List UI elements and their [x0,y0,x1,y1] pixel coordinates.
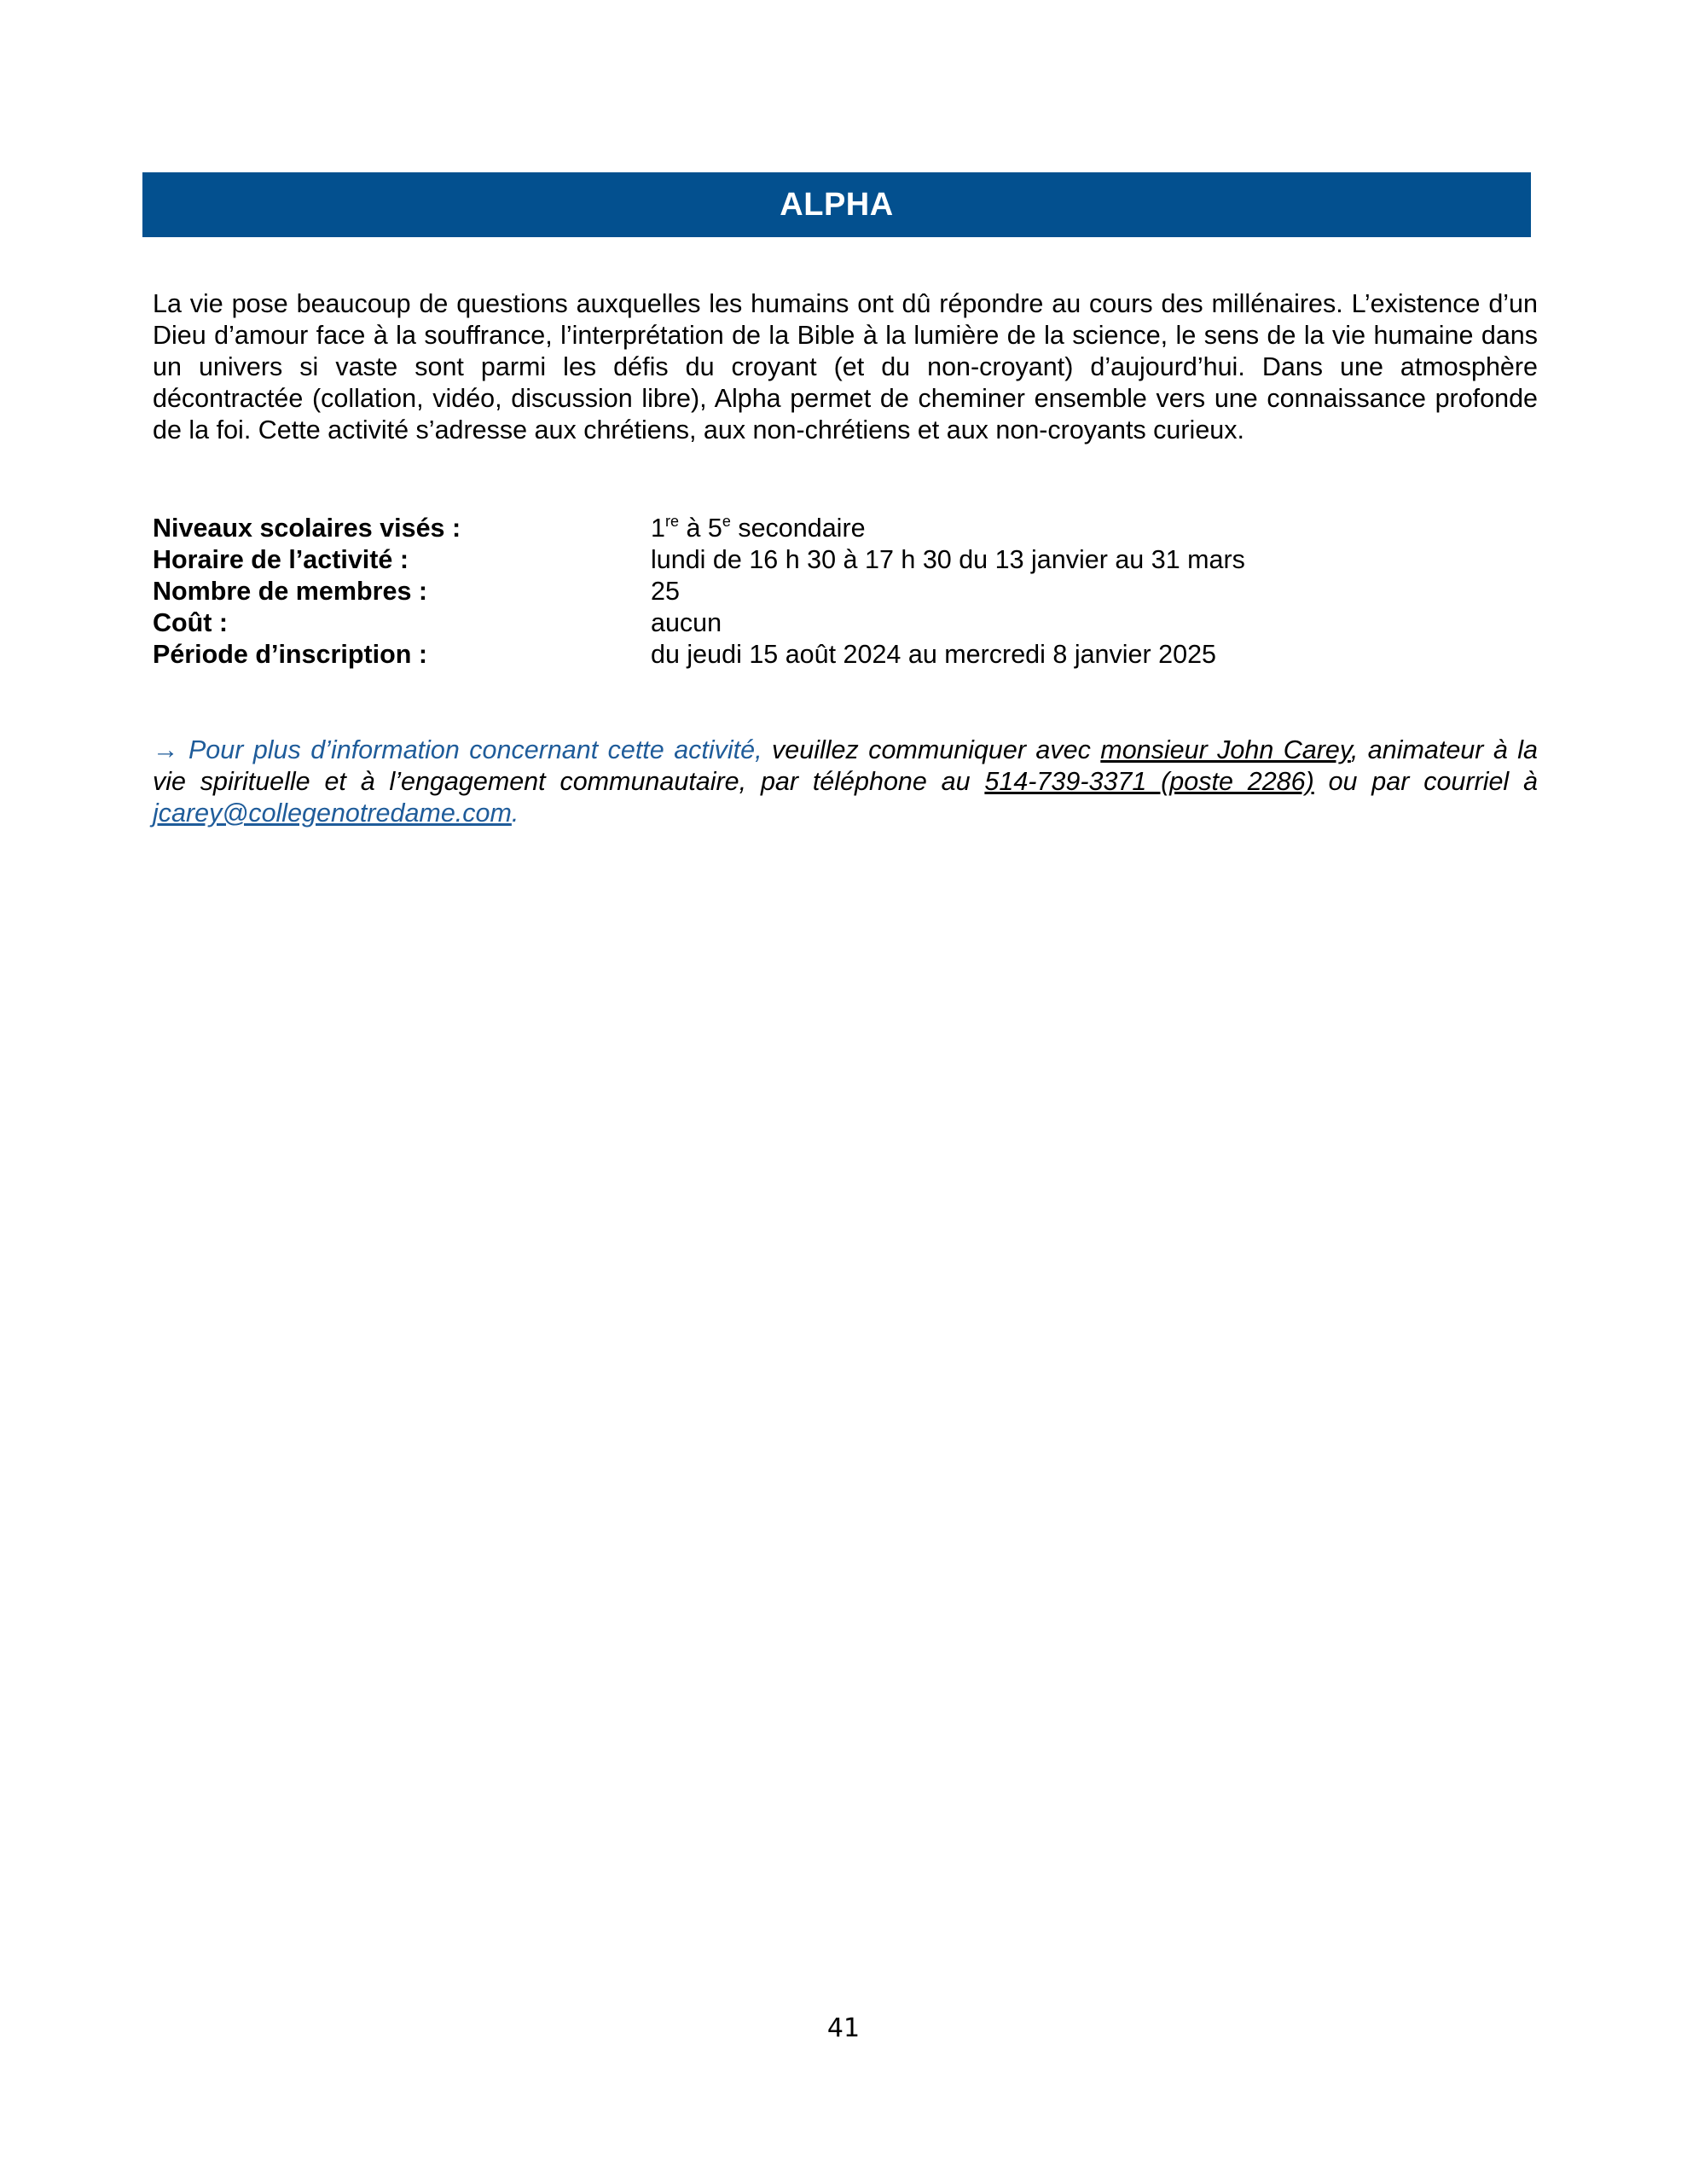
members-value: 25 [651,577,680,606]
registration-value: du jeudi 15 août 2024 au mercredi 8 janvier 2025 [651,640,1216,669]
detail-row-registration [153,639,1538,671]
levels-label: Niveaux scolaires visés : [153,514,461,543]
registration-label: Période d’inscription : [153,640,427,669]
detail-row-cost [153,607,1538,639]
schedule-label: Horaire de l’activité : [153,545,409,574]
cost-value: aucun [651,608,722,637]
contact-paragraph: → Pour plus d’information concernant cette activité, veuillez communiquer avec monsieur John Carey, animateur à la vie spirituelle et à l’engagement communautaire, par téléphone au 514-739-3371 (poste 2286) ou par courriel à jcarey@collegenotredame.com. [153,735,1538,828]
email-link[interactable]: jcarey@collegenotredame.com [153,799,512,828]
schedule-value: lundi de 16 h 30 à 17 h 30 du 13 janvier au 31 mars [651,545,1245,574]
detail-row-levels [153,513,1538,544]
section-title-banner [142,172,1531,237]
cost-label: Coût : [153,608,229,637]
page-number: 41 [826,2013,861,2043]
detail-row-schedule [153,544,1538,576]
intro-paragraph: La vie pose beaucoup de questions auxquelles les humains ont dû répondre au cours des millénaires. L’existence d’un Dieu d’amour face à la souffrance, l’interprétation de la Bible à la lumière de la science, le sens de la vie humaine dans un univers si vaste sont parmi les défis du croyant (et du non-croyant) d’aujourd’hui. Dans une atmosphère décontractée (collation, vidéo, discussion libre), Alpha permet de cheminer ensemble vers une connaissance profonde de la foi. Cette activité s’adresse aux chrétiens, aux non-chrétiens et aux non-croyants curieux. [153,289,1538,444]
phone-link[interactable]: 514-739-3371 (poste 2286) [984,767,1314,796]
members-label: Nombre de membres : [153,577,428,606]
detail-row-members [153,576,1538,607]
levels-value: 1re à 5e secondaire [651,513,866,543]
contact-lead: → Pour plus d’information concernant cette activité, [153,735,762,764]
activity-details [153,513,1538,671]
section-title: ALPHA [780,186,894,223]
contact-name: monsieur John Carey [1100,735,1351,764]
